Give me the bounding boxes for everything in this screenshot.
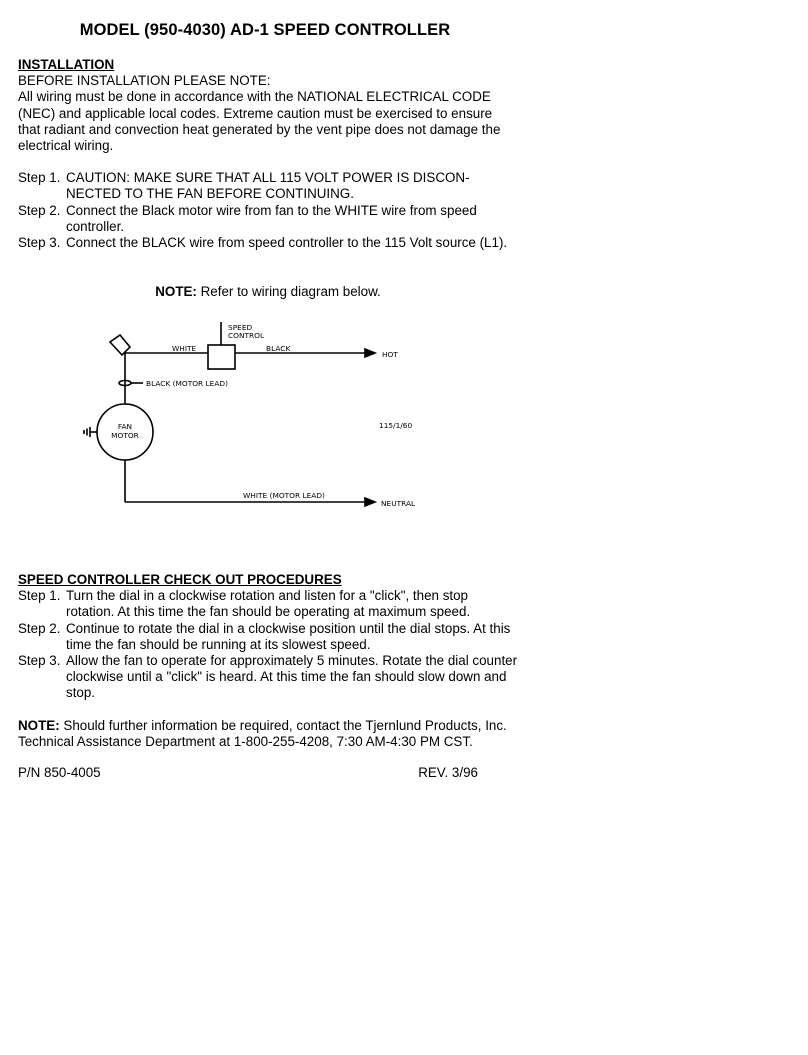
- diagram-note: [0, 284, 536, 299]
- speed-label-line1: SPEED: [228, 323, 253, 332]
- step-label: Step 3.: [18, 653, 61, 669]
- black-motor-lead-label: BLACK (MOTOR LEAD): [146, 379, 228, 388]
- voltage-label: 115/1/60: [379, 421, 413, 430]
- hot-label: HOT: [382, 350, 398, 359]
- speed-label-line2: CONTROL: [228, 331, 265, 340]
- neutral-label: NEUTRAL: [381, 499, 416, 508]
- list-item: [18, 621, 518, 653]
- step-text: Allow the fan to operate for approximately 5 minutes. Rotate the dial counter clockwise until a "click" is heard. At this time the fan should slow down and stop.: [66, 653, 518, 701]
- white-wire-label: WHITE: [172, 344, 197, 353]
- installation-section: [18, 57, 518, 251]
- step-label: Step 1.: [18, 588, 61, 604]
- motor-label: MOTOR: [111, 431, 139, 440]
- step-text: Connect the BLACK wire from speed controller to the 115 Volt source (L1).: [66, 235, 508, 251]
- list-item: [18, 653, 518, 702]
- checkout-section: [18, 572, 518, 750]
- step-label: Step 2.: [18, 202, 61, 218]
- speed-control-box: [208, 345, 235, 369]
- part-number: P/N 850-4005: [18, 765, 101, 780]
- fan-label: FAN: [117, 422, 133, 431]
- note-text: Refer to wiring diagram below.: [200, 284, 381, 299]
- installation-steps: [18, 170, 518, 251]
- footer: [18, 765, 478, 780]
- before-installation-note: BEFORE INSTALLATION PLEASE NOTE:: [18, 73, 271, 89]
- installation-paragraph: All wiring must be done in accordance with the NATIONAL ELECTRICAL CODE (NEC) and applicable local codes. Extreme caution must be exercised to ensure that radiant and convection heat generated by the vent pipe does not damage the electrical wiring.: [18, 89, 501, 154]
- list-item: [18, 588, 518, 620]
- step-text: CAUTION: MAKE SURE THAT ALL 115 VOLT POWER IS DISCON-NECTED TO THE FAN BEFORE CONTINUING.: [66, 170, 470, 202]
- list-item: [18, 203, 518, 235]
- list-item: [18, 170, 518, 202]
- checkout-heading: SPEED CONTROLLER CHECK OUT PROCEDURES: [18, 572, 342, 587]
- step-label: Step 3.: [18, 235, 61, 251]
- checkout-steps: [18, 588, 518, 701]
- step-label: Step 1.: [18, 170, 61, 186]
- wire-nut-icon: [110, 335, 130, 355]
- step-label: Step 2.: [18, 620, 61, 636]
- step-text: Continue to rotate the dial in a clockwise position until the dial stops. At this time the fan should be running at its slowest speed.: [66, 620, 511, 652]
- step-text: Connect the Black motor wire from fan to the WHITE wire from speed controller.: [66, 202, 477, 234]
- final-note-label: NOTE:: [18, 717, 60, 733]
- neutral-arrow: [365, 498, 375, 506]
- final-note: [18, 718, 518, 750]
- note-label: NOTE:: [155, 284, 197, 299]
- final-note-text: Should further information be required, contact the Tjernlund Products, Inc. Technical Assistance Department at 1-800-255-4208, 7:30 AM-4:30 PM CST.: [18, 717, 507, 749]
- installation-heading: INSTALLATION: [18, 57, 115, 72]
- hot-arrow: [365, 349, 375, 357]
- revision: REV. 3/96: [418, 765, 478, 780]
- document-title: MODEL (950-4030) AD-1 SPEED CONTROLLER: [79, 21, 451, 39]
- step-text: Turn the dial in a clockwise rotation and listen for a "click", then stop rotation. At this time the fan should be operating at maximum speed.: [66, 588, 471, 620]
- black-wire-label: BLACK: [266, 344, 291, 353]
- list-item: [18, 235, 518, 251]
- white-motor-lead-label: WHITE (MOTOR LEAD): [243, 491, 325, 500]
- wiring-diagram: [0, 300, 808, 530]
